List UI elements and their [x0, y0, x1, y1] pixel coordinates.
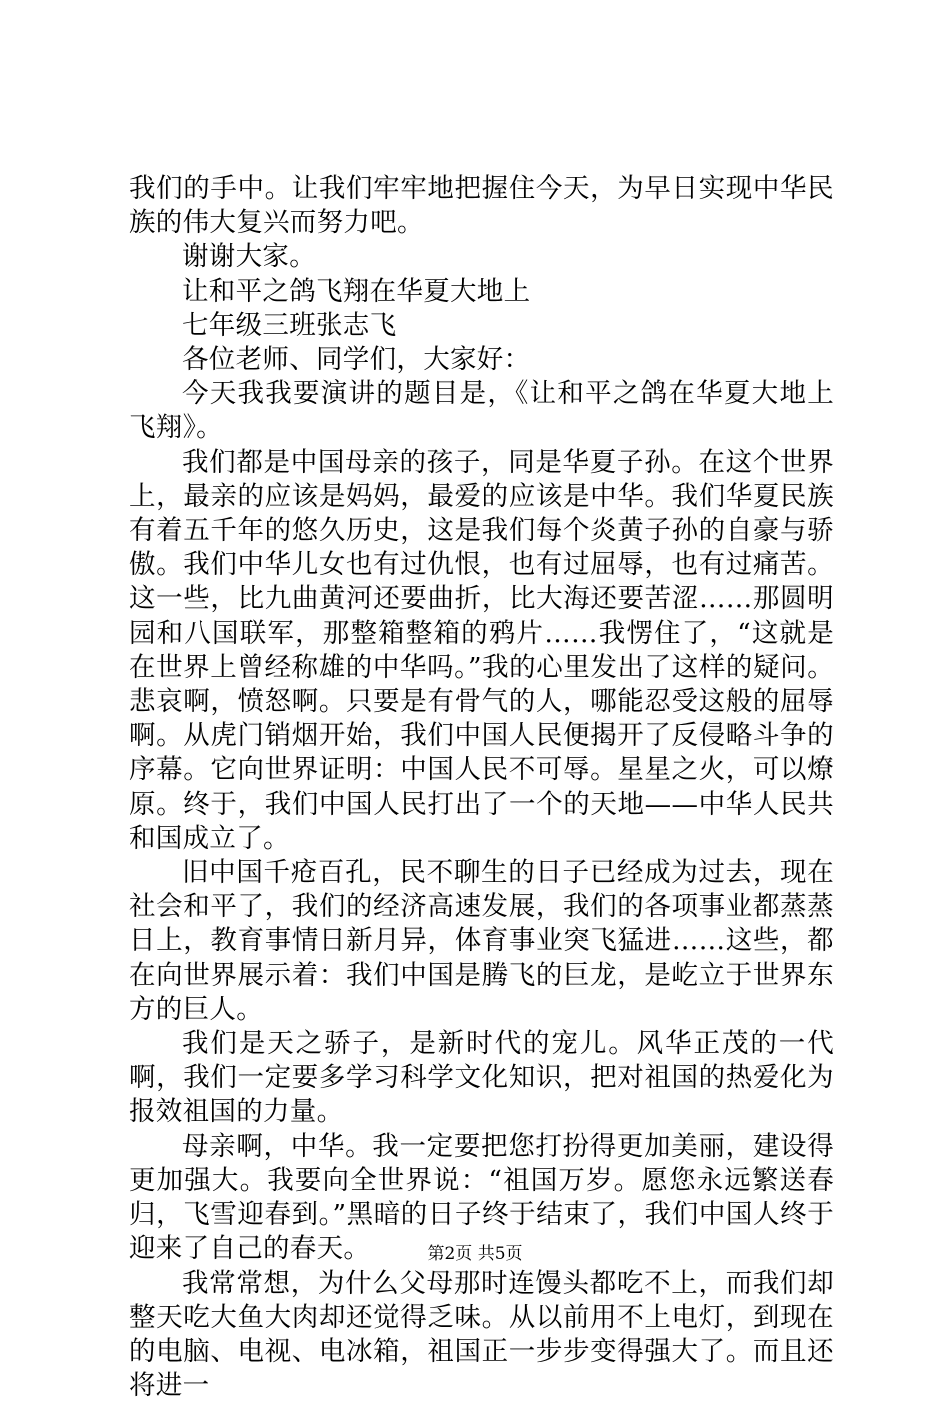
document-body: [129, 172, 834, 1403]
paragraph: 我们都是中国母亲的孩子，同是华夏子孙。在这个世界上，最亲的应该是妈妈，最爱的应该是中华。我们华夏民族有着五千年的悠久历史，这是我们每个炎黄子孙的自豪与骄傲。我们中华儿女也有过仇恨，也有过屈辱，也有过痛苦。这一些，比九曲黄河还要曲折，比大海还要苦涩……那圆明园和八国联军，那整箱整箱的鸦片……我愣住了，“这就是在世界上曾经称雄的中华吗。”我的心里发出了这样的疑问。悲哀啊，愤怒啊。只要是有骨气的人，哪能忍受这般的屈辱啊。从虎门销烟开始，我们中国人民便揭开了反侵略斗争的序幕。它向世界证明：中国人民不可辱。星星之火，可以燎原。终于，我们中国人民打出了一个的天地——中华人民共和国成立了。: [129, 446, 834, 856]
page-footer: [0, 1244, 950, 1264]
paragraph: 母亲啊，中华。我一定要把您打扮得更加美丽，建设得更加强大。我要向全世界说：“祖国万岁。愿您永远繁送春归，飞雪迎春到。”黑暗的日子终于结束了，我们中国人终于迎来了自己的春天。: [129, 1130, 834, 1267]
paragraph: 我们的手中。让我们牢牢地把握住今天，为早日实现中华民族的伟大复兴而努力吧。: [129, 172, 834, 240]
paragraph: 我常常想，为什么父母那时连馒头都吃不上，而我们却整天吃大鱼大肉却还觉得乏味。从以前用不上电灯，到现在的电脑、电视、电冰箱，祖国正一步步变得强大了。而且还将进一: [129, 1267, 834, 1403]
paragraph: 我们是天之骄子，是新时代的宠儿。风华正茂的一代啊，我们一定要多学习科学文化知识，把对祖国的热爱化为报效祖国的力量。: [129, 1027, 834, 1130]
paragraph: 今天我我要演讲的题目是，《让和平之鸽在华夏大地上飞翔》。: [129, 377, 834, 445]
paragraph: 旧中国千疮百孔，民不聊生的日子已经成为过去，现在社会和平了，我们的经济高速发展，我们的各项事业都蒸蒸日上，教育事情日新月异，体育事业突飞猛进……这些，都在向世界展示着：我们中国是腾飞的巨龙，是屹立于世界东方的巨人。: [129, 856, 834, 1027]
speaker-name: 七年级三班张志飞: [129, 309, 834, 343]
page-number: 第2页 共5页: [427, 1244, 522, 1264]
greeting: 各位老师、同学们，大家好：: [129, 343, 834, 377]
speech-title: 让和平之鸽飞翔在华夏大地上: [129, 275, 834, 309]
paragraph: 谢谢大家。: [129, 240, 834, 274]
